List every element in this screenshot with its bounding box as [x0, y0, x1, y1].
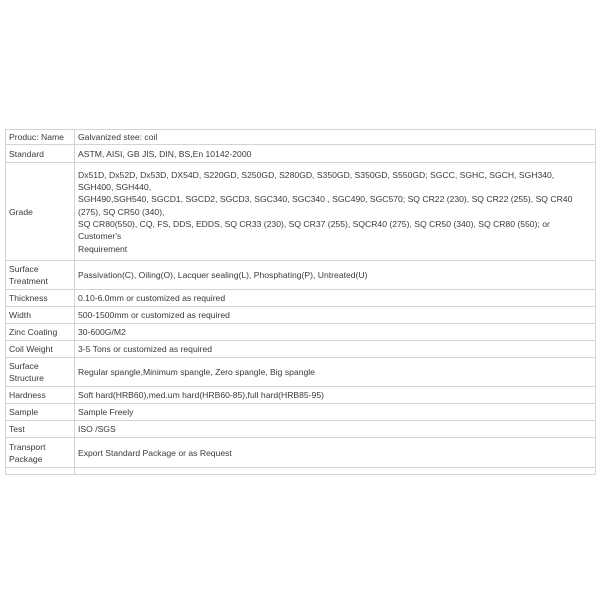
row-value: Regular spangle,Minimum spangle, Zero spangle, Big spangle [75, 358, 596, 387]
row-value: Passivation(C), Oiling(O), Lacquer sealing(L), Phosphating(P), Untreated(U) [75, 261, 596, 290]
row-value: 500-1500mm or customized as required [75, 307, 596, 324]
spec-row-sample [6, 404, 596, 421]
spec-row-width [6, 307, 596, 324]
spec-row-surface-structure [6, 358, 596, 387]
spec-row-zinc-coating [6, 324, 596, 341]
row-label: Coil Weight [6, 341, 75, 358]
spec-row-grade [6, 163, 596, 261]
spec-row-coil-weight [6, 341, 596, 358]
row-label: Zinc Coating [6, 324, 75, 341]
row-label: Hardness [6, 387, 75, 404]
row-label: Produc: Name [6, 130, 75, 145]
row-value: ISO /SGS [75, 421, 596, 438]
row-value: Galvanized stee: coil [75, 130, 596, 145]
spec-row-surface-treatment [6, 261, 596, 290]
row-label: Surface Structure [6, 358, 75, 387]
row-label: Test [6, 421, 75, 438]
row-value: Sample Freely [75, 404, 596, 421]
row-value: Export Standard Package or as Request [75, 438, 596, 468]
row-label: Standard [6, 145, 75, 163]
row-value: 3-5 Tons or customized as required [75, 341, 596, 358]
spec-row-product-name [6, 130, 596, 145]
product-spec-table [5, 129, 596, 475]
spec-row-hardness [6, 387, 596, 404]
row-label: Width [6, 307, 75, 324]
row-label: Thickness [6, 290, 75, 307]
row-label: Transport Package [6, 438, 75, 468]
spec-row-standard [6, 145, 596, 163]
row-value: Soft hard(HRB60),med.um hard(HRB60-85),full hard(HRB85-95) [75, 387, 596, 404]
row-label: Grade [6, 163, 75, 261]
row-label [6, 468, 75, 475]
spec-row-transport-package [6, 438, 596, 468]
row-value [75, 468, 596, 475]
row-value: 30-600G/M2 [75, 324, 596, 341]
row-label: Sample [6, 404, 75, 421]
spec-row-test [6, 421, 596, 438]
spec-row-thickness [6, 290, 596, 307]
row-value: Dx51D, Dx52D, Dx53D, DX54D, S220GD, S250GD, S280GD, S350GD, S350GD, S550GD; SGCC, SGHC, SGCH, SGH340, SGH400, SGH440, SGH490,SGH540, SGCD1, SGCD2, SGCD3, SGC340, SGC340 , SGC490, SGC570; SQ CR22 (230), SQ CR22 (255), SQ CR40 (275), SQ CR50 (340), SQ CR80(550), CQ, FS, DDS, EDDS, SQ CR33 (230), SQ CR37 (255), SQCR40 (275), SQ CR50 (340), SQ CR80 (550); or Customer's Requirement [75, 163, 596, 261]
spec-row-empty [6, 468, 596, 475]
row-label: Surface Treatment [6, 261, 75, 290]
row-value: ASTM, AISI, GB JIS, DIN, BS,En 10142-2000 [75, 145, 596, 163]
row-value: 0.10-6.0mm or customized as required [75, 290, 596, 307]
